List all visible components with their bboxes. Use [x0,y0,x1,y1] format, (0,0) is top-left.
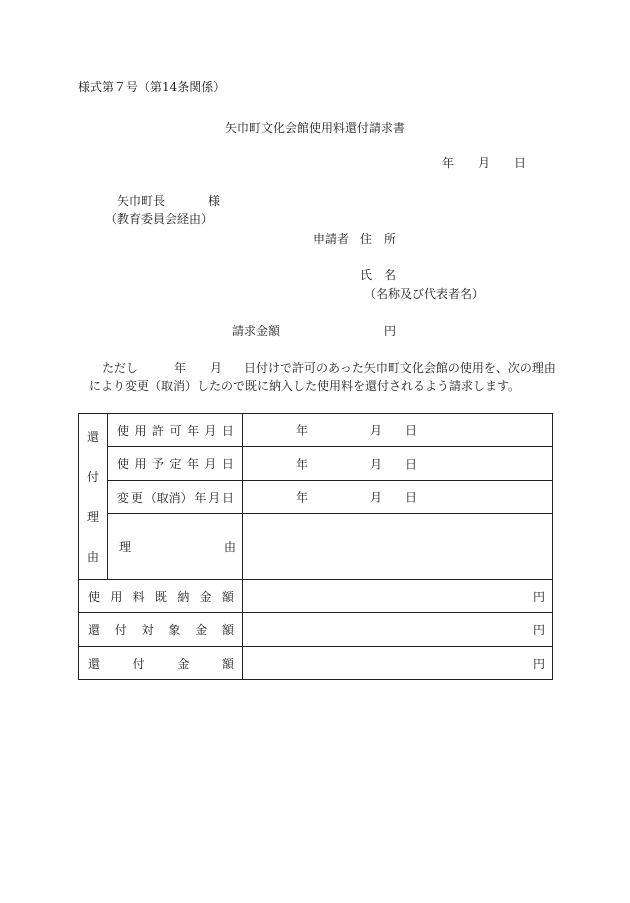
refund-target-amount-label [88,621,234,638]
label-char: 額 [221,656,234,671]
label-char: 額 [221,623,234,637]
paid-amount-label [88,588,234,605]
change-date-label-cell [108,481,243,514]
claim-amount-unit: 円 [384,324,397,338]
table-row [79,580,553,613]
body-text: 日付けで許可のあった矢巾町文化会館の使用を、次の理由 [244,361,556,375]
date-line [442,156,526,170]
reason-char: 由 [223,540,236,554]
table-row [79,447,553,481]
label-char: 月 [204,423,217,438]
month-unit: 月 [370,457,383,471]
label-char: 予 [151,457,164,471]
reason-label [117,538,236,555]
date-year: 年 [442,156,455,170]
label-char: 日 [221,457,234,471]
label-char: 可 [169,423,182,438]
label-part: 年 [194,490,207,505]
label-char: 定 [169,457,182,471]
claim-amount-label: 請求金額 [232,324,281,338]
month-unit: 月 [370,490,383,505]
day-unit: 日 [405,490,418,505]
refund-table [78,413,553,680]
label-part: （取消） [144,490,193,505]
permit-date-value-cell[interactable] [243,414,553,447]
label-char: 用 [134,457,147,471]
scheduled-date-label [117,455,234,472]
reason-label-cell [108,514,243,580]
label-char: 金 [199,589,212,604]
honorific: 様 [208,194,221,208]
label-part: 月 [208,490,221,505]
label-part: 更 [130,490,143,505]
label-char: 日 [221,423,234,438]
body-prefix: ただし [102,361,139,375]
label-char: 用 [134,423,147,438]
day-unit: 日 [405,423,418,438]
label-char: 使 [117,457,130,471]
permit-date-label [117,422,234,439]
change-date-label [117,489,234,506]
scheduled-date-value-cell[interactable] [243,447,553,481]
refund-amount-label [88,655,234,672]
label-char: 対 [141,623,154,637]
applicant-label: 申請者 [313,232,350,246]
document-title: 矢巾町文化会館使用料還付請求書 [225,121,406,135]
table-row [79,514,553,580]
label-char: 付 [132,656,145,671]
paid-amount-label-cell [79,580,243,613]
label-char: 使 [88,589,101,604]
table-row [79,647,553,680]
label-char: 金 [195,623,208,637]
body-year: 年 [174,361,187,375]
yen-unit: 円 [532,656,545,671]
address-label: 住 所 [360,232,397,246]
date-month: 月 [478,156,491,170]
body-line-2: により変更（取消）したので既に納入した使用料を還付されるよう請求します。 [89,379,521,393]
yen-unit: 円 [532,623,545,637]
month-unit: 月 [370,423,383,438]
label-char: 金 [177,656,190,671]
yen-unit: 円 [532,589,545,604]
table-row [79,414,553,447]
label-char: 使 [117,423,130,438]
label-char: 年 [186,423,199,438]
permit-date-label-cell [108,414,243,447]
year-unit: 年 [296,423,309,438]
label-char: 用 [110,589,123,604]
refund-target-amount-value-cell[interactable] [243,613,553,647]
side-char: 還 [86,429,99,444]
side-char: 理 [86,509,99,524]
label-char: 月 [204,457,217,471]
label-char: 納 [177,589,190,604]
date-day: 日 [514,156,527,170]
form-number: 様式第７号（第14条関係） [78,80,226,94]
addressee: 矢巾町長 [117,194,166,208]
label-char: 付 [114,623,127,637]
year-unit: 年 [296,457,309,471]
refund-amount-label-cell [79,647,243,680]
body-month: 月 [210,361,223,375]
side-char: 付 [86,469,99,484]
label-part: 変 [117,490,130,505]
table-row [79,613,553,647]
reason-char: 理 [119,540,132,554]
label-char: 象 [168,623,181,637]
via-note: （教育委員会経由） [105,212,214,226]
year-unit: 年 [296,490,309,505]
label-char: 還 [88,656,101,671]
label-char: 既 [154,589,167,604]
name-note: （名称及び代表者名） [364,287,485,301]
reason-value-cell[interactable] [243,514,553,580]
refund-amount-value-cell[interactable] [243,647,553,680]
refund-reason-side-label [79,414,108,580]
label-char: 料 [132,589,145,604]
label-char: 年 [186,457,199,471]
day-unit: 日 [405,457,418,471]
label-char: 許 [151,423,164,438]
body-line-1 [102,361,556,375]
change-date-value-cell[interactable] [243,481,553,514]
label-char: 額 [221,589,234,604]
scheduled-date-label-cell [108,447,243,481]
paid-amount-value-cell[interactable] [243,580,553,613]
name-label: 氏 名 [360,268,397,282]
label-part: 日 [221,490,234,505]
side-char: 由 [86,549,99,564]
table-row [79,481,553,514]
refund-target-amount-label-cell [79,613,243,647]
label-char: 還 [88,623,101,637]
